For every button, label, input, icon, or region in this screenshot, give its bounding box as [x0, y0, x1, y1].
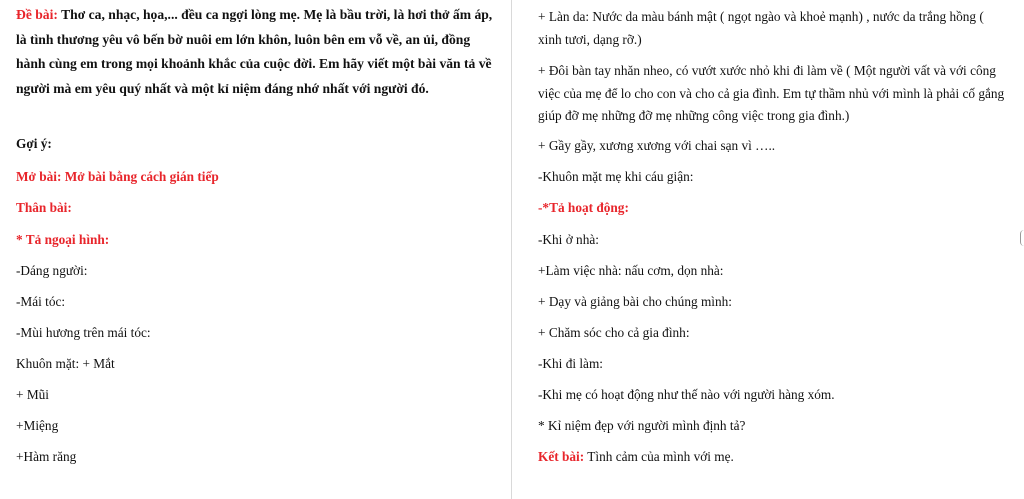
neighbors-item: -Khi mẹ có hoạt động như thế nào với người hàng xóm.: [538, 387, 835, 402]
list-item: -Dáng người:: [16, 263, 88, 278]
hint-heading: Gợi ý:: [16, 136, 52, 151]
activity-heading: -*Tả hoạt động:: [538, 200, 629, 215]
scroll-edge-marker: [1020, 230, 1024, 246]
list-item: -Mùi hương trên mái tóc:: [16, 325, 151, 340]
prompt-label: Đề bài:: [16, 7, 58, 22]
column-divider: [511, 0, 512, 499]
list-item: + Mũi: [16, 387, 49, 402]
angry-face-item: -Khuôn mặt mẹ khi cáu giận:: [538, 169, 694, 184]
list-item: -Mái tóc:: [16, 294, 66, 309]
conclusion-line: [538, 448, 734, 466]
list-item: Khuôn mặt: + Mắt: [16, 356, 115, 371]
conclusion-label: Kết bài:: [538, 449, 585, 464]
hands-item: + Đôi bàn tay nhăn nheo, có vướt xước nhỏ khi đi làm về ( Một người vất và với công việc của mẹ để lo cho con và cho cả gia đình. Em tự thầm nhủ với mình là phải cố gắng giúp đỡ mẹ những đỡ mẹ những công việc trong gia đình.): [538, 63, 1005, 123]
appearance-heading: * Tả ngoại hình:: [16, 232, 110, 247]
teaching-item: + Dạy và giảng bài cho chúng mình:: [538, 294, 732, 309]
memory-item: * Kỉ niệm đẹp với người mình định tả?: [538, 418, 746, 433]
prompt-paragraph: [16, 3, 500, 101]
list-item: +Miệng: [16, 418, 59, 433]
intro-heading: Mở bài: Mở bài bằng cách gián tiếp: [16, 169, 219, 184]
caring-item: + Chăm sóc cho cả gia đình:: [538, 325, 690, 340]
list-item: +Hàm răng: [16, 449, 77, 464]
skin-item: + Làn da: Nước da màu bánh mật ( ngọt ngào và khoẻ mạnh) , nước da trắng hồng ( xinh tươi, dạng rỡ.): [538, 9, 984, 47]
at-work-item: -Khi đi làm:: [538, 356, 603, 371]
at-home-item: -Khi ở nhà:: [538, 232, 599, 247]
thin-item: + Gầy gầy, xương xương với chai sạn vì …..: [538, 138, 776, 153]
prompt-text: Thơ ca, nhạc, họa,... đều ca ngợi lòng mẹ. Mẹ là bầu trời, là hơi thở ấm áp, là tình thương yêu vô bến bờ nuôi em lớn khôn, luôn bên em vỗ về, an ủi, đồng hành cùng em trong mọi khoảnh khắc của cuộc đời. Em hãy viết một bài văn tả về người mà em yêu quý nhất và một kỉ niệm đáng nhớ nhất với người đó.: [16, 7, 493, 96]
body-heading: Thân bài:: [16, 200, 72, 215]
housework-item: +Làm việc nhà: nấu cơm, dọn nhà:: [538, 263, 724, 278]
conclusion-text: Tình cảm của mình với mẹ.: [584, 449, 734, 464]
